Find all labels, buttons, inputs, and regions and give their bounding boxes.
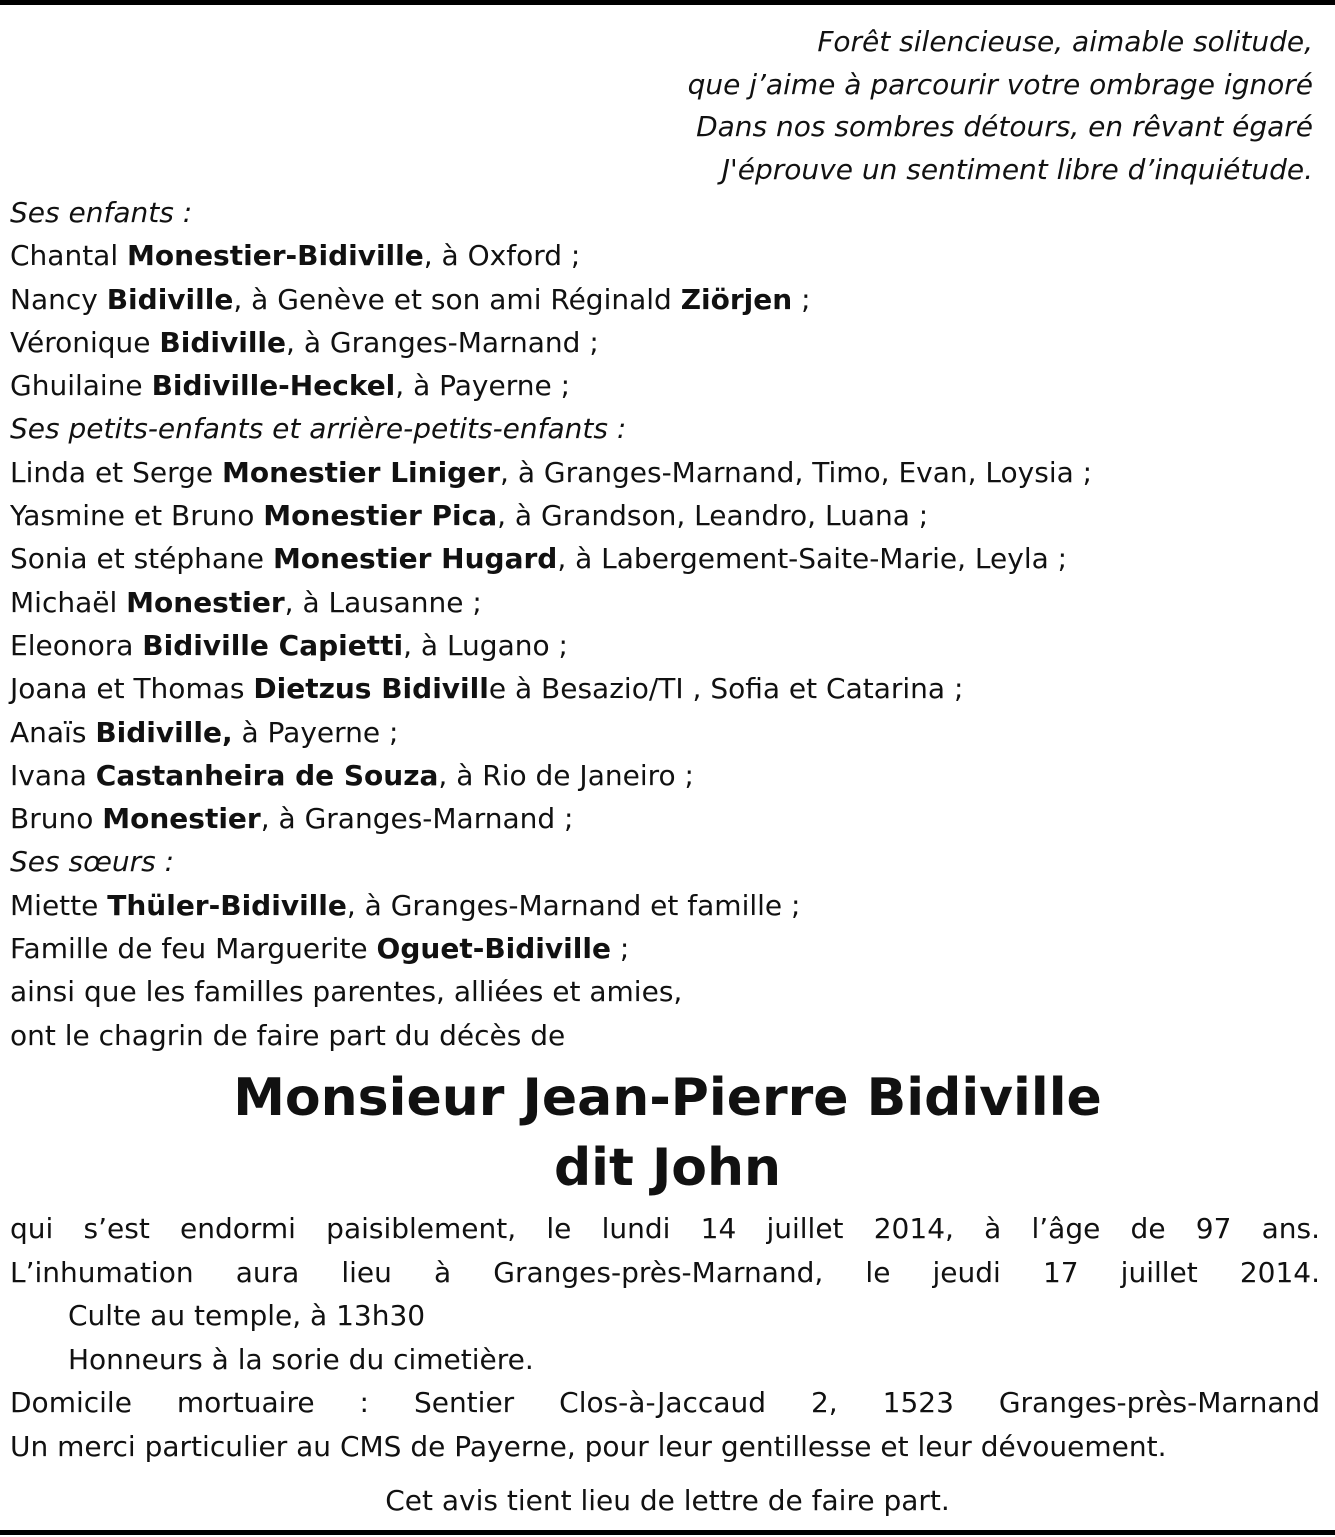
family-entry xyxy=(10,927,1320,970)
entry-text: , à Granges-Marnand et famille ; xyxy=(346,888,801,922)
entry-text: Joana et Thomas xyxy=(10,672,254,706)
family-entry xyxy=(10,234,1320,277)
top-rule xyxy=(0,0,1335,5)
poem-line: que j’aime à parcourir votre ombrage ignoré xyxy=(687,67,1313,101)
entry-text: Linda et Serge xyxy=(10,455,222,489)
passing-line: qui s’est endormi paisiblement, le lundi 14 juillet 2014, à l’âge de 97 ans. xyxy=(10,1212,1320,1245)
family-surname: Oguet-Bidiville xyxy=(376,932,611,966)
entry-text: , à Granges-Marnand ; xyxy=(286,325,599,359)
family-entry xyxy=(10,364,1320,407)
family-surname: Monestier Pica xyxy=(263,499,498,533)
family-entry xyxy=(10,667,1320,710)
poem-line: Dans nos sombres détours, en rêvant égaré xyxy=(696,110,1313,143)
deceased-nickname: dit John xyxy=(553,1138,782,1198)
family-surname: Monestier xyxy=(102,802,261,836)
footer-note: Cet avis tient lieu de lettre de faire part. xyxy=(385,1484,950,1517)
entry-text: Chantal xyxy=(10,239,128,273)
family-entry xyxy=(10,624,1320,667)
burial-line: L’inhumation aura lieu à Granges-près-Marnand, le jeudi 17 juillet 2014. xyxy=(10,1255,1320,1289)
entry-text: , à Rio de Janeiro ; xyxy=(438,758,694,792)
entry-text: Famille de feu Marguerite xyxy=(10,932,377,966)
deceased-name-block xyxy=(0,1063,1335,1203)
entry-text: Michaël xyxy=(10,585,127,619)
section-heading: Ses petits-enfants et arrière-petits-enfants : xyxy=(10,412,627,446)
family-surname: Bidiville Capietti xyxy=(142,628,404,662)
entry-text: Bruno xyxy=(10,802,103,836)
entry-text: Yasmine et Bruno xyxy=(10,499,264,533)
family-surname: Monestier Hugard xyxy=(272,542,558,576)
service-line: Culte au temple, à 13h30 xyxy=(68,1299,426,1332)
entry-text: ont le chagrin de faire part du décès de xyxy=(10,1018,566,1052)
entry-text: e à Besazio/TI , Sofia et Catarina ; xyxy=(488,672,964,706)
poem-epigraph xyxy=(413,21,1313,191)
entry-text: , à Genève et son ami Réginald xyxy=(233,282,681,316)
family-entry xyxy=(10,754,1320,797)
entry-text: , à Labergement-Saite-Marie, Leyla ; xyxy=(557,542,1068,576)
deceased-name: Monsieur Jean-Pierre Bidiville xyxy=(233,1068,1102,1128)
entry-text: , à Oxford ; xyxy=(423,239,581,273)
family-entry xyxy=(10,321,1320,364)
entry-text: ; xyxy=(792,282,811,316)
family-entry xyxy=(10,1014,1320,1057)
family-surname: Bidiville xyxy=(106,282,234,316)
poem-line: J'éprouve un sentiment libre d’inquiétude. xyxy=(721,152,1313,186)
section-heading: Ses sœurs : xyxy=(10,845,175,879)
family-entry xyxy=(10,711,1320,754)
family-surname: Castanheira de Souza xyxy=(95,758,439,792)
family-list xyxy=(10,191,1320,1057)
family-surname: Thüler-Bidiville xyxy=(107,888,347,922)
entry-text: Ivana xyxy=(10,758,96,792)
family-entry xyxy=(10,494,1320,537)
entry-text: , à Lugano ; xyxy=(403,628,568,662)
family-surname: Dietzus Bidivill xyxy=(253,672,489,706)
entry-text: Sonia et stéphane xyxy=(10,542,273,576)
entry-text: , à Granges-Marnand, Timo, Evan, Loysia ; xyxy=(500,455,1093,489)
entry-text: , à Grandson, Leandro, Luana ; xyxy=(497,499,929,533)
family-entry xyxy=(10,537,1320,580)
family-surname: Monestier Liniger xyxy=(221,455,501,489)
thanks-line: Un merci particulier au CMS de Payerne, pour leur gentillesse et leur dévouement. xyxy=(10,1429,1167,1463)
entry-text: , à Granges-Marnand ; xyxy=(260,802,574,836)
entry-text: , à Payerne ; xyxy=(395,369,571,403)
family-entry xyxy=(10,581,1320,624)
entry-text: Anaïs xyxy=(10,715,96,749)
family-surname: Bidiville-Heckel xyxy=(151,369,396,403)
family-entry xyxy=(10,278,1320,321)
entry-text: Nancy xyxy=(10,282,107,316)
entry-text: ; xyxy=(610,932,630,966)
funeral-details xyxy=(10,1207,1320,1468)
entry-text: Ghuilaine xyxy=(10,369,152,403)
residence-line: Domicile mortuaire : Sentier Clos-à-Jaccaud 2, 1523 Granges-près-Marnand xyxy=(10,1386,1320,1419)
family-surname: Bidiville xyxy=(159,325,287,359)
family-entry xyxy=(10,884,1320,927)
family-surname: Monestier xyxy=(126,585,285,619)
entry-text: à Payerne ; xyxy=(232,715,399,749)
entry-text: Miette xyxy=(10,888,108,922)
entry-text: Eleonora xyxy=(10,628,143,662)
entry-text: , à Lausanne ; xyxy=(284,585,482,619)
entry-text: ainsi que les familles parentes, alliées et amies, xyxy=(10,975,683,1009)
section-heading: Ses enfants : xyxy=(10,196,193,229)
family-surname: Ziörjen xyxy=(680,282,793,316)
honours-line: Honneurs à la sorie du cimetière. xyxy=(68,1342,534,1376)
poem-line: Forêt silencieuse, aimable solitude, xyxy=(817,25,1313,58)
family-entry xyxy=(10,451,1320,494)
family-entry xyxy=(10,970,1320,1013)
family-surname: Monestier-Bidiville xyxy=(127,239,424,273)
family-surname: Bidiville, xyxy=(95,715,233,749)
entry-text: Véronique xyxy=(10,325,160,359)
family-entry xyxy=(10,797,1320,840)
bottom-rule xyxy=(0,1530,1335,1535)
